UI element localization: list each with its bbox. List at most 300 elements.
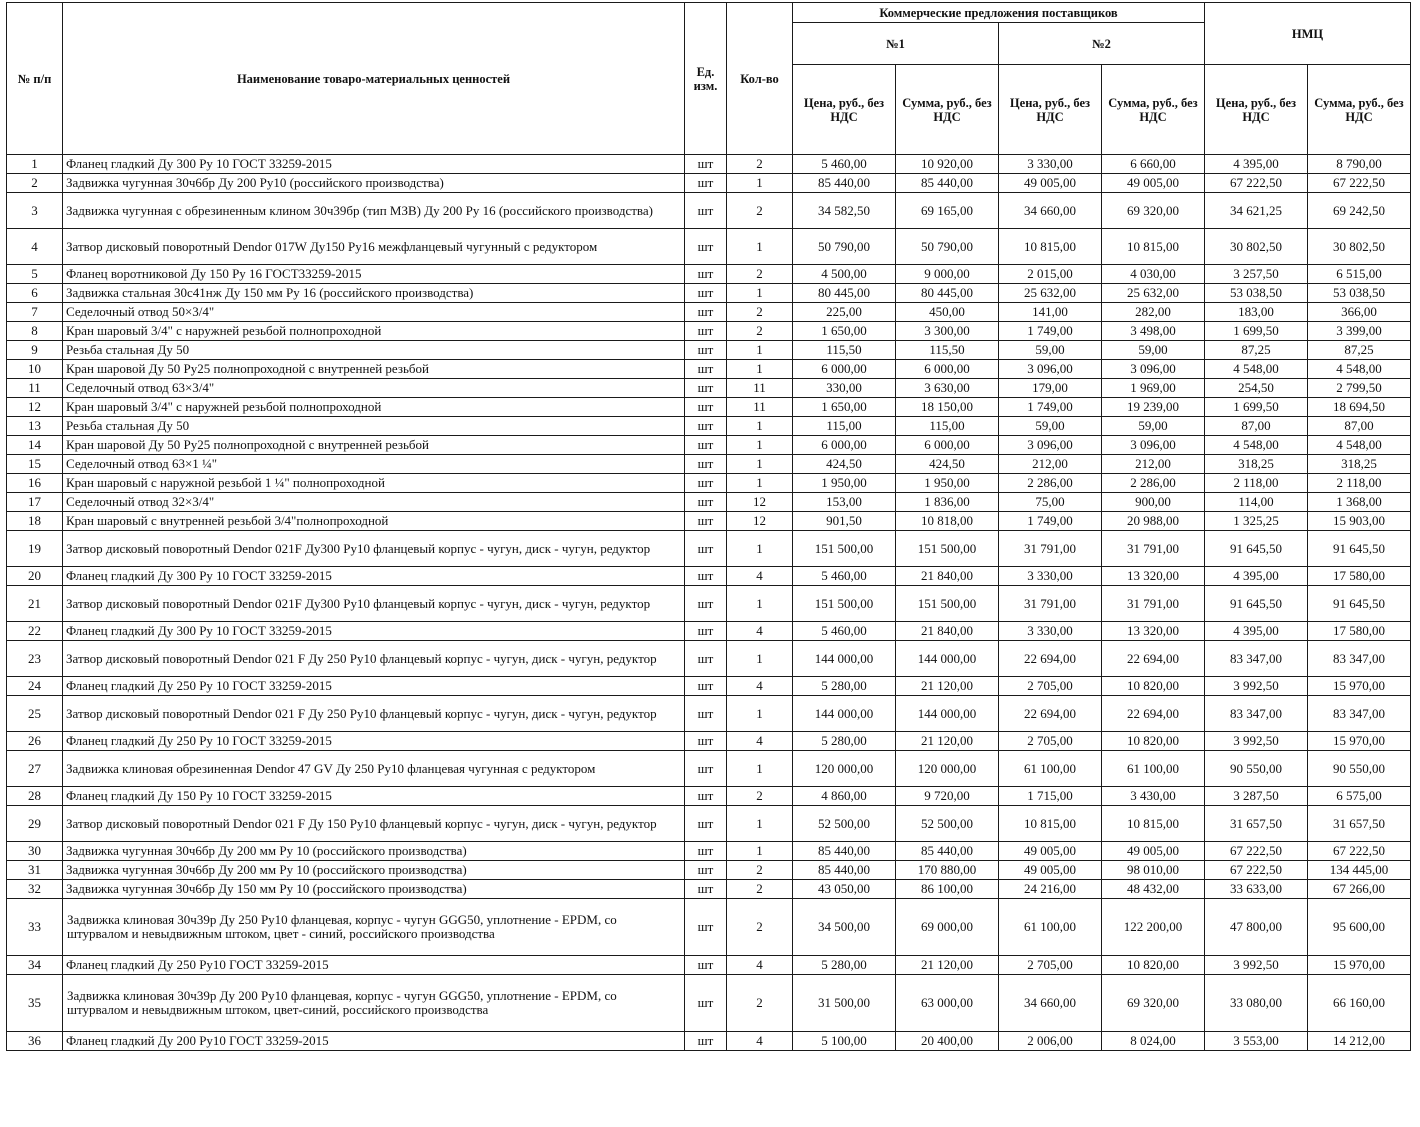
supplier-1-sum-cell: 115,50 [896,341,999,360]
quantity-cell: 4 [727,567,793,586]
table-header [7,3,1411,155]
unit-cell: шт [685,493,727,512]
supplier-2-sum-cell: 31 791,00 [1102,586,1205,622]
supplier-2-sum-cell: 3 498,00 [1102,322,1205,341]
row-number-cell: 12 [7,398,63,417]
supplier-1-price-cell: 5 280,00 [793,732,896,751]
nmc-sum-cell: 67 222,50 [1308,842,1411,861]
row-number-cell: 35 [7,975,63,1032]
supplier-2-price-cell: 49 005,00 [999,861,1102,880]
supplier-1-price-cell: 115,50 [793,341,896,360]
item-name-cell: Фланец гладкий Ду 300 Ру 10 ГОСТ 33259-2015 [63,155,685,174]
supplier-2-sum-cell: 20 988,00 [1102,512,1205,531]
unit-cell: шт [685,567,727,586]
row-number-cell: 30 [7,842,63,861]
supplier-2-price-cell: 24 216,00 [999,880,1102,899]
item-name-cell: Затвор дисковый поворотный Dendor 017W Ду150 Ру16 межфланцевый чугунный с редуктором [63,229,685,265]
nmc-sum-cell: 2 118,00 [1308,474,1411,493]
nmc-sum-cell: 91 645,50 [1308,531,1411,567]
supplier-2-sum-cell: 10 815,00 [1102,229,1205,265]
nmc-sum-cell: 87,00 [1308,417,1411,436]
supplier-1-price-cell: 144 000,00 [793,696,896,732]
supplier-1-sum-cell: 21 120,00 [896,956,999,975]
unit-cell: шт [685,787,727,806]
header-nmc-sum: Сумма, руб., без НДС [1308,65,1411,155]
supplier-2-price-cell: 1 749,00 [999,398,1102,417]
table-body [7,155,1411,1051]
nmc-price-cell: 2 118,00 [1205,474,1308,493]
supplier-2-sum-cell: 212,00 [1102,455,1205,474]
supplier-2-price-cell: 61 100,00 [999,899,1102,956]
nmc-sum-cell: 67 222,50 [1308,174,1411,193]
unit-cell: шт [685,677,727,696]
table-row [7,880,1411,899]
supplier-1-price-cell: 4 500,00 [793,265,896,284]
quantity-cell: 1 [727,641,793,677]
row-number-cell: 2 [7,174,63,193]
supplier-1-sum-cell: 52 500,00 [896,806,999,842]
row-number-cell: 8 [7,322,63,341]
row-number-cell: 19 [7,531,63,567]
supplier-1-sum-cell: 69 165,00 [896,193,999,229]
nmc-sum-cell: 31 657,50 [1308,806,1411,842]
supplier-2-price-cell: 2 015,00 [999,265,1102,284]
supplier-1-price-cell: 115,00 [793,417,896,436]
header-supplier-offers: Коммерческие предложения поставщиков [793,3,1205,23]
table-row [7,322,1411,341]
supplier-2-sum-cell: 49 005,00 [1102,174,1205,193]
nmc-price-cell: 3 992,50 [1205,677,1308,696]
item-name-cell: Задвижка чугунная 30ч6бр Ду 200 мм Ру 10 (российского производства) [63,842,685,861]
supplier-2-price-cell: 2 705,00 [999,956,1102,975]
supplier-1-sum-cell: 3 630,00 [896,379,999,398]
table-row [7,899,1411,956]
row-number-cell: 16 [7,474,63,493]
table-row [7,474,1411,493]
supplier-2-sum-cell: 13 320,00 [1102,567,1205,586]
table-row [7,341,1411,360]
supplier-1-sum-cell: 144 000,00 [896,641,999,677]
nmc-price-cell: 4 395,00 [1205,622,1308,641]
nmc-sum-cell: 66 160,00 [1308,975,1411,1032]
supplier-2-sum-cell: 69 320,00 [1102,975,1205,1032]
nmc-sum-cell: 15 970,00 [1308,677,1411,696]
row-number-cell: 24 [7,677,63,696]
unit-cell: шт [685,1032,727,1051]
supplier-2-price-cell: 31 791,00 [999,531,1102,567]
row-number-cell: 18 [7,512,63,531]
quantity-cell: 4 [727,1032,793,1051]
quantity-cell: 2 [727,303,793,322]
supplier-2-price-cell: 10 815,00 [999,806,1102,842]
row-number-cell: 11 [7,379,63,398]
supplier-2-sum-cell: 10 820,00 [1102,677,1205,696]
item-name-cell: Затвор дисковый поворотный Dendor 021 F Ду 250 Ру10 фланцевый корпус - чугун, диск - чугун, редуктор [63,641,685,677]
quantity-cell: 1 [727,284,793,303]
supplier-2-sum-cell: 10 815,00 [1102,806,1205,842]
quantity-cell: 2 [727,322,793,341]
supplier-1-sum-cell: 21 120,00 [896,677,999,696]
unit-cell: шт [685,474,727,493]
nmc-sum-cell: 6 575,00 [1308,787,1411,806]
header-supplier-1-sum: Сумма, руб., без НДС [896,65,999,155]
supplier-1-price-cell: 50 790,00 [793,229,896,265]
row-number-cell: 4 [7,229,63,265]
row-number-cell: 36 [7,1032,63,1051]
supplier-1-price-cell: 34 582,50 [793,193,896,229]
supplier-2-price-cell: 2 705,00 [999,732,1102,751]
nmc-sum-cell: 4 548,00 [1308,360,1411,379]
table-row [7,956,1411,975]
supplier-2-sum-cell: 10 820,00 [1102,732,1205,751]
supplier-1-sum-cell: 144 000,00 [896,696,999,732]
nmc-sum-cell: 91 645,50 [1308,586,1411,622]
supplier-2-sum-cell: 13 320,00 [1102,622,1205,641]
supplier-1-price-cell: 5 280,00 [793,677,896,696]
row-number-cell: 13 [7,417,63,436]
unit-cell: шт [685,193,727,229]
row-number-cell: 22 [7,622,63,641]
supplier-1-price-cell: 5 280,00 [793,956,896,975]
header-quantity: Кол-во [727,3,793,155]
header-supplier-1-price: Цена, руб., без НДС [793,65,896,155]
supplier-2-price-cell: 2 006,00 [999,1032,1102,1051]
unit-cell: шт [685,861,727,880]
supplier-2-price-cell: 3 330,00 [999,155,1102,174]
supplier-1-sum-cell: 20 400,00 [896,1032,999,1051]
supplier-1-sum-cell: 1 950,00 [896,474,999,493]
row-number-cell: 3 [7,193,63,229]
quantity-cell: 12 [727,493,793,512]
item-name-cell: Фланец гладкий Ду 300 Ру 10 ГОСТ 33259-2015 [63,622,685,641]
item-name-cell: Задвижка чугунная 30ч6бр Ду 150 мм Ру 10 (российского производства) [63,880,685,899]
nmc-sum-cell: 6 515,00 [1308,265,1411,284]
unit-cell: шт [685,696,727,732]
item-name-cell: Кран шаровый с внутренней резьбой 3/4"полнопроходной [63,512,685,531]
item-name-cell: Фланец гладкий Ду 200 Ру10 ГОСТ 33259-2015 [63,1032,685,1051]
unit-cell: шт [685,531,727,567]
supplier-1-price-cell: 151 500,00 [793,531,896,567]
quantity-cell: 2 [727,975,793,1032]
nmc-price-cell: 114,00 [1205,493,1308,512]
table-row [7,455,1411,474]
quantity-cell: 1 [727,455,793,474]
supplier-2-price-cell: 3 330,00 [999,622,1102,641]
item-name-cell: Седелочный отвод 63×3/4" [63,379,685,398]
unit-cell: шт [685,341,727,360]
unit-cell: шт [685,398,727,417]
row-number-cell: 25 [7,696,63,732]
supplier-2-sum-cell: 19 239,00 [1102,398,1205,417]
row-number-cell: 33 [7,899,63,956]
nmc-sum-cell: 95 600,00 [1308,899,1411,956]
table-row [7,174,1411,193]
table-row [7,861,1411,880]
item-name-cell: Затвор дисковый поворотный Dendor 021 F Ду 150 Ру10 фланцевый корпус - чугун, диск - чугун, редуктор [63,806,685,842]
supplier-1-sum-cell: 151 500,00 [896,586,999,622]
supplier-1-sum-cell: 3 300,00 [896,322,999,341]
unit-cell: шт [685,155,727,174]
item-name-cell: Кран шаровой Ду 50 Ру25 полнопроходной с внутренней резьбой [63,360,685,379]
item-name-cell: Седелочный отвод 63×1 ¼" [63,455,685,474]
table-row [7,567,1411,586]
nmc-price-cell: 1 699,50 [1205,398,1308,417]
item-name-cell: Фланец воротниковой Ду 150 Ру 16 ГОСТ33259-2015 [63,265,685,284]
nmc-price-cell: 34 621,25 [1205,193,1308,229]
price-comparison-table [6,2,1411,1051]
row-number-cell: 1 [7,155,63,174]
nmc-price-cell: 87,25 [1205,341,1308,360]
nmc-price-cell: 33 633,00 [1205,880,1308,899]
supplier-1-sum-cell: 86 100,00 [896,880,999,899]
nmc-price-cell: 83 347,00 [1205,696,1308,732]
item-name-cell: Задвижка чугунная 30ч6бр Ду 200 мм Ру 10 (российского производства) [63,861,685,880]
unit-cell: шт [685,455,727,474]
table-row [7,360,1411,379]
supplier-2-sum-cell: 22 694,00 [1102,641,1205,677]
supplier-2-price-cell: 3 330,00 [999,567,1102,586]
supplier-2-price-cell: 61 100,00 [999,751,1102,787]
supplier-2-price-cell: 10 815,00 [999,229,1102,265]
supplier-1-price-cell: 5 100,00 [793,1032,896,1051]
supplier-2-sum-cell: 48 432,00 [1102,880,1205,899]
nmc-sum-cell: 83 347,00 [1308,641,1411,677]
unit-cell: шт [685,956,727,975]
quantity-cell: 1 [727,696,793,732]
header-row-number: № п/п [7,3,63,155]
quantity-cell: 1 [727,842,793,861]
supplier-2-sum-cell: 10 820,00 [1102,956,1205,975]
supplier-2-sum-cell: 4 030,00 [1102,265,1205,284]
table-row [7,284,1411,303]
supplier-1-sum-cell: 424,50 [896,455,999,474]
quantity-cell: 2 [727,861,793,880]
nmc-price-cell: 67 222,50 [1205,842,1308,861]
supplier-1-price-cell: 225,00 [793,303,896,322]
supplier-1-price-cell: 4 860,00 [793,787,896,806]
quantity-cell: 2 [727,193,793,229]
quantity-cell: 2 [727,899,793,956]
quantity-cell: 1 [727,436,793,455]
supplier-2-price-cell: 34 660,00 [999,975,1102,1032]
supplier-2-price-cell: 2 705,00 [999,677,1102,696]
supplier-1-price-cell: 144 000,00 [793,641,896,677]
item-name-cell: Кран шаровой Ду 50 Ру25 полнопроходной с внутренней резьбой [63,436,685,455]
supplier-1-price-cell: 1 650,00 [793,398,896,417]
supplier-2-sum-cell: 2 286,00 [1102,474,1205,493]
item-name-cell: Фланец гладкий Ду 300 Ру 10 ГОСТ 33259-2015 [63,567,685,586]
nmc-price-cell: 3 553,00 [1205,1032,1308,1051]
supplier-1-price-cell: 901,50 [793,512,896,531]
supplier-2-price-cell: 31 791,00 [999,586,1102,622]
supplier-1-price-cell: 120 000,00 [793,751,896,787]
unit-cell: шт [685,512,727,531]
nmc-sum-cell: 8 790,00 [1308,155,1411,174]
table-row [7,696,1411,732]
header-unit: Ед. изм. [685,3,727,155]
row-number-cell: 20 [7,567,63,586]
supplier-1-price-cell: 6 000,00 [793,360,896,379]
header-nmc-price: Цена, руб., без НДС [1205,65,1308,155]
unit-cell: шт [685,284,727,303]
supplier-2-sum-cell: 3 096,00 [1102,436,1205,455]
item-name-cell: Седелочный отвод 32×3/4" [63,493,685,512]
nmc-price-cell: 1 325,25 [1205,512,1308,531]
supplier-1-sum-cell: 6 000,00 [896,360,999,379]
supplier-1-price-cell: 424,50 [793,455,896,474]
supplier-1-sum-cell: 18 150,00 [896,398,999,417]
supplier-1-sum-cell: 21 840,00 [896,622,999,641]
table-row [7,1032,1411,1051]
item-name-cell: Резьба стальная Ду 50 [63,417,685,436]
supplier-2-price-cell: 1 715,00 [999,787,1102,806]
supplier-1-sum-cell: 1 836,00 [896,493,999,512]
quantity-cell: 1 [727,531,793,567]
supplier-2-price-cell: 179,00 [999,379,1102,398]
nmc-sum-cell: 18 694,50 [1308,398,1411,417]
supplier-1-sum-cell: 115,00 [896,417,999,436]
nmc-sum-cell: 17 580,00 [1308,567,1411,586]
item-name-cell: Фланец гладкий Ду 250 Ру 10 ГОСТ 33259-2015 [63,732,685,751]
quantity-cell: 1 [727,806,793,842]
supplier-1-price-cell: 43 050,00 [793,880,896,899]
nmc-price-cell: 87,00 [1205,417,1308,436]
item-name-cell: Задвижка клиновая обрезиненная Dendor 47 GV Ду 250 Ру10 фланцевая чугунная с редуктором [63,751,685,787]
nmc-price-cell: 83 347,00 [1205,641,1308,677]
row-number-cell: 5 [7,265,63,284]
nmc-price-cell: 90 550,00 [1205,751,1308,787]
nmc-price-cell: 4 548,00 [1205,360,1308,379]
row-number-cell: 17 [7,493,63,512]
item-name-cell: Кран шаровый 3/4" с наружней резьбой полнопроходной [63,322,685,341]
item-name-cell: Резьба стальная Ду 50 [63,341,685,360]
row-number-cell: 32 [7,880,63,899]
supplier-2-sum-cell: 31 791,00 [1102,531,1205,567]
unit-cell: шт [685,379,727,398]
item-name-cell: Кран шаровый с наружной резьбой 1 ¼" полнопроходной [63,474,685,493]
nmc-sum-cell: 90 550,00 [1308,751,1411,787]
quantity-cell: 4 [727,677,793,696]
item-name-cell: Затвор дисковый поворотный Dendor 021F Ду300 Ру10 фланцевый корпус - чугун, диск - чугун, редуктор [63,586,685,622]
row-number-cell: 21 [7,586,63,622]
supplier-2-sum-cell: 3 096,00 [1102,360,1205,379]
table-row [7,975,1411,1032]
supplier-1-price-cell: 52 500,00 [793,806,896,842]
table-row [7,842,1411,861]
supplier-2-sum-cell: 98 010,00 [1102,861,1205,880]
row-number-cell: 27 [7,751,63,787]
nmc-sum-cell: 30 802,50 [1308,229,1411,265]
table-row [7,493,1411,512]
header-supplier-1: №1 [793,23,999,65]
unit-cell: шт [685,265,727,284]
supplier-1-sum-cell: 63 000,00 [896,975,999,1032]
supplier-1-price-cell: 85 440,00 [793,842,896,861]
supplier-2-price-cell: 212,00 [999,455,1102,474]
supplier-2-sum-cell: 59,00 [1102,341,1205,360]
nmc-sum-cell: 15 903,00 [1308,512,1411,531]
table-row [7,155,1411,174]
table-row [7,751,1411,787]
table-row [7,512,1411,531]
supplier-2-price-cell: 25 632,00 [999,284,1102,303]
supplier-2-sum-cell: 1 969,00 [1102,379,1205,398]
nmc-sum-cell: 14 212,00 [1308,1032,1411,1051]
nmc-sum-cell: 53 038,50 [1308,284,1411,303]
table-row [7,622,1411,641]
nmc-price-cell: 3 287,50 [1205,787,1308,806]
supplier-2-price-cell: 1 749,00 [999,322,1102,341]
supplier-2-sum-cell: 61 100,00 [1102,751,1205,787]
quantity-cell: 4 [727,732,793,751]
nmc-sum-cell: 69 242,50 [1308,193,1411,229]
supplier-2-price-cell: 49 005,00 [999,842,1102,861]
nmc-price-cell: 4 395,00 [1205,155,1308,174]
supplier-2-sum-cell: 8 024,00 [1102,1032,1205,1051]
table-row [7,379,1411,398]
row-number-cell: 15 [7,455,63,474]
supplier-2-sum-cell: 900,00 [1102,493,1205,512]
supplier-2-price-cell: 1 749,00 [999,512,1102,531]
quantity-cell: 1 [727,417,793,436]
supplier-1-sum-cell: 85 440,00 [896,174,999,193]
unit-cell: шт [685,303,727,322]
row-number-cell: 9 [7,341,63,360]
table-row [7,303,1411,322]
nmc-price-cell: 3 257,50 [1205,265,1308,284]
nmc-sum-cell: 67 266,00 [1308,880,1411,899]
supplier-2-price-cell: 59,00 [999,417,1102,436]
quantity-cell: 1 [727,474,793,493]
unit-cell: шт [685,975,727,1032]
supplier-1-sum-cell: 170 880,00 [896,861,999,880]
supplier-1-price-cell: 31 500,00 [793,975,896,1032]
nmc-sum-cell: 17 580,00 [1308,622,1411,641]
nmc-price-cell: 254,50 [1205,379,1308,398]
supplier-1-price-cell: 5 460,00 [793,155,896,174]
nmc-sum-cell: 15 970,00 [1308,732,1411,751]
nmc-sum-cell: 3 399,00 [1308,322,1411,341]
table-row [7,586,1411,622]
unit-cell: шт [685,586,727,622]
supplier-1-sum-cell: 9 720,00 [896,787,999,806]
unit-cell: шт [685,322,727,341]
nmc-price-cell: 318,25 [1205,455,1308,474]
unit-cell: шт [685,174,727,193]
item-name-cell: Задвижка клиновая 30ч39р Ду 200 Ру10 фланцевая, корпус - чугун GGG50, уплотнение - EPDM, со штурвалом и невыдвижным штоком, цвет-синий, российского производства [63,975,685,1032]
nmc-price-cell: 183,00 [1205,303,1308,322]
supplier-1-sum-cell: 450,00 [896,303,999,322]
supplier-1-price-cell: 153,00 [793,493,896,512]
supplier-2-sum-cell: 25 632,00 [1102,284,1205,303]
nmc-price-cell: 53 038,50 [1205,284,1308,303]
unit-cell: шт [685,842,727,861]
nmc-price-cell: 67 222,50 [1205,174,1308,193]
item-name-cell: Фланец гладкий Ду 250 Ру10 ГОСТ 33259-2015 [63,956,685,975]
table-row [7,417,1411,436]
item-name-cell: Фланец гладкий Ду 250 Ру 10 ГОСТ 33259-2015 [63,677,685,696]
quantity-cell: 1 [727,174,793,193]
nmc-price-cell: 4 395,00 [1205,567,1308,586]
supplier-2-sum-cell: 69 320,00 [1102,193,1205,229]
supplier-1-sum-cell: 151 500,00 [896,531,999,567]
quantity-cell: 2 [727,265,793,284]
quantity-cell: 11 [727,398,793,417]
quantity-cell: 1 [727,751,793,787]
nmc-sum-cell: 15 970,00 [1308,956,1411,975]
nmc-price-cell: 1 699,50 [1205,322,1308,341]
supplier-1-price-cell: 34 500,00 [793,899,896,956]
